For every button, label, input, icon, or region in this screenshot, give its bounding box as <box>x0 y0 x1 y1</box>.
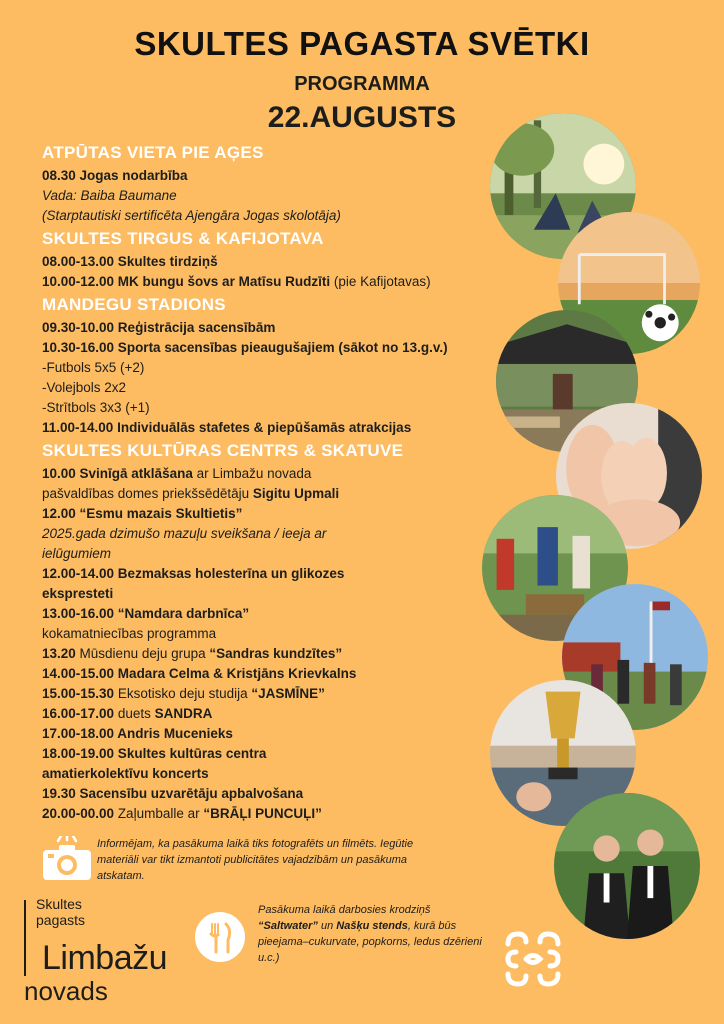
section-title-atputas: ATPŪTAS VIETA PIE AĢES <box>42 143 264 162</box>
camera-icon <box>42 836 92 882</box>
program-line: kokamatniecības programma <box>42 626 217 641</box>
page-title: SKULTES PAGASTA SVĒTKI <box>134 25 590 62</box>
fork-knife-icon <box>195 912 245 962</box>
program-line: Vada: Baiba Baumane <box>42 188 177 203</box>
program-line: 12.00 “Esmu mazais Skultietis” <box>42 506 243 521</box>
program-line: 09.30-10.00 Reģistrācija sacensībām <box>42 320 276 335</box>
section-title-kulturas-centrs: SKULTES KULTŪRAS CENTRS & SKATUVE <box>42 441 404 460</box>
program-line: 2025.gada dzimušo mazuļu sveikšana / ieeja ar <box>42 526 327 541</box>
decorative-knot-icon <box>498 924 568 994</box>
program-line: 10.00 Svinīgā atklāšana ar Limbažu novada <box>42 466 312 481</box>
program-line: pašvaldības domes priekšsēdētāju Sigitu Upmali <box>42 486 340 501</box>
program-line: 20.00-00.00 Zaļumballe ar “BRĀĻI PUNCUĻI” <box>42 806 322 821</box>
program <box>42 142 512 824</box>
duo-performers-photo <box>554 793 700 939</box>
section-title-tirgus: SKULTES TIRGUS & KAFIJOTAVA <box>42 229 324 248</box>
football-photo <box>558 212 700 354</box>
program-line: 18.00-19.00 Skultes kultūras centra <box>42 746 267 761</box>
program-line: -Volejbols 2x2 <box>42 380 127 395</box>
program-line: 10.30-16.00 Sporta sacensības pieaugušajiem (sākot no 13.g.v.) <box>42 340 448 355</box>
logo-bar <box>24 900 26 976</box>
logo-line1: Skultes <box>36 896 82 912</box>
logo-line2: pagasts <box>36 912 86 928</box>
program-line: ekspresteti <box>42 586 114 601</box>
program-line: 12.00-14.00 Bezmaksas holesterīna un glikozes <box>42 566 345 581</box>
program-line: 11.00-14.00 Individuālās stafetes & piepūšamās atrakcijas <box>42 420 412 435</box>
program-line: 14.00-15.00 Madara Celma & Kristjāns Krievkalns <box>42 666 357 681</box>
program-line: 19.30 Sacensību uzvarētāju apbalvošana <box>42 786 304 801</box>
program-line: 08.00-13.00 Skultes tirdziņš <box>42 254 218 269</box>
program-line: 10.00-12.00 MK bungu šovs ar Matīsu Rudzīti (pie Kafijotavas) <box>42 274 431 289</box>
program-line: amatierkolektīvu koncerts <box>42 766 209 781</box>
program-line: 17.00-18.00 Andris Mucenieks <box>42 726 233 741</box>
section-title-stadions: MANDEGU STADIONS <box>42 295 226 314</box>
page-header <box>0 24 724 136</box>
event-date: 22.AUGUSTS <box>267 101 457 134</box>
logo-big: Limbažu <box>42 939 168 977</box>
program-line: 08.30 Jogas nodarbība <box>42 168 188 183</box>
program-line: (Starptautiski sertificēta Ajengāra Jogas skolotāja) <box>42 208 341 223</box>
program-line: 16.00-17.00 duets SANDRA <box>42 706 213 721</box>
page-subtitle: PROGRAMMA <box>294 73 430 95</box>
limbazu-novads-logo <box>22 896 192 1011</box>
photo-notice: Informējam, ka pasākuma laikā tiks fotografēts un filmēts. Iegūtie materiāli var tikt izmantoti publicitātes vajadzībām un pasākuma atskatam. <box>97 838 414 882</box>
baby-feet-photo <box>556 403 702 549</box>
program-line: 15.00-15.30 Eksotisko deju studija “JASMĪNE” <box>42 686 325 701</box>
logo-small: novads <box>24 976 108 1006</box>
program-line: -Strītbols 3x3 (+1) <box>42 400 150 415</box>
program-line: 13.00-16.00 “Namdara darbnīca” <box>42 606 250 621</box>
food-notice: Pasākuma laikā darbosies krodziņš “Saltwater” un Našķu stends, kurā būs pieejama–cukurvate, popkorns, ledus dzērieni u.c.) <box>258 904 482 964</box>
program-line: ielūgumiem <box>42 546 112 561</box>
market-photo <box>496 310 638 452</box>
program-line: -Futbols 5x5 (+2) <box>42 360 145 375</box>
program-line: 13.20 Mūsdienu deju grupa “Sandras kundzītes” <box>42 646 343 661</box>
folk-dance-photo <box>562 584 708 730</box>
